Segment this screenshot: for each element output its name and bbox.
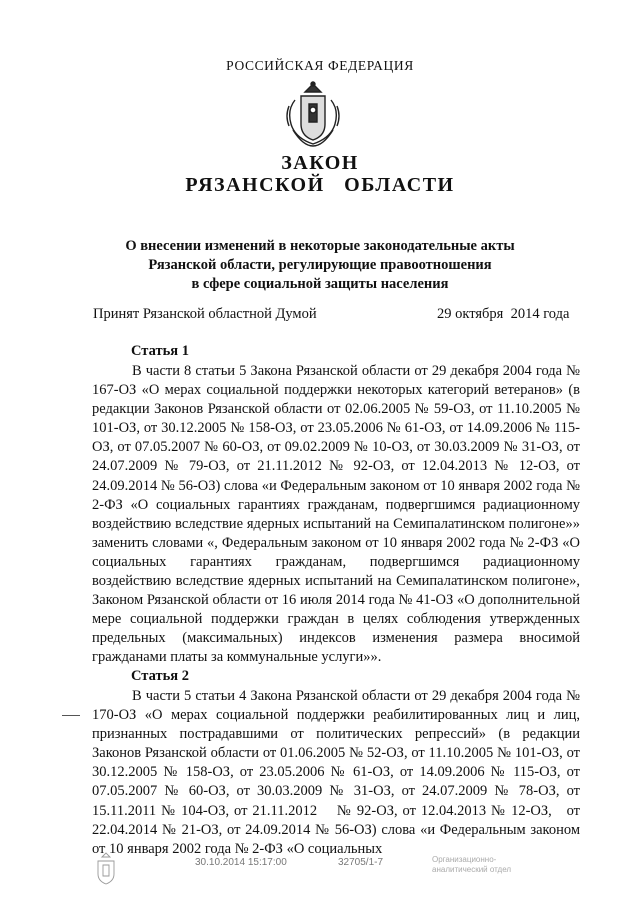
article-2-heading: Статья 2 xyxy=(131,668,189,684)
law-subtitle xyxy=(0,237,640,294)
subtitle-line-3: в сфере социальной защиты населения xyxy=(191,276,449,292)
coat-of-arms-emblem xyxy=(283,80,343,148)
org-line-2: аналитический отдел xyxy=(432,865,512,874)
article-1-heading: Статья 1 xyxy=(131,343,189,359)
stamp-emblem-icon xyxy=(93,852,119,886)
law-region: РЯЗАНСКОЙ ОБЛАСТИ xyxy=(185,174,455,196)
footer-doc-number: 32705/1-7 xyxy=(338,857,384,868)
subtitle-line-1: О внесении изменений в некоторые законодательные акты xyxy=(125,238,515,254)
org-line-1: Организационно- xyxy=(432,855,497,864)
article-2-paragraph: В части 5 статьи 4 Закона Рязанской области от 29 декабря 2004 года № 170-ОЗ «О мерах социальной поддержки реабилитированных лиц и лиц, признанных пострадавшими от политических репрессий» (в редакции Законов Рязанской области от 01.06.2005 № 52-ОЗ, от 11.10.2005 № 101-ОЗ, от 30.12.2005 № 158-ОЗ, от 23.05.2006 № 61-ОЗ, от 14.09.2006 № 115-ОЗ, от 07.05.2007 № 60-ОЗ, от 30.03.2009 № 31-ОЗ, от 24.07.2009 № 78-ОЗ, от 15.11.2011 № 104-ОЗ, от 21.11.2012 № 92-ОЗ, от 12.04.2013 № 12-ОЗ, от 22.04.2014 № 21-ОЗ, от 24.09.2014 № 56-ОЗ) слова «и Федеральным законом от 10 января 2002 года № 2-ФЗ «О социальных xyxy=(92,688,591,857)
adoption-body: Принят Рязанской областной Думой xyxy=(93,306,317,322)
footer-org-stamp xyxy=(432,855,511,875)
adoption-date: 29 октября 2014 года xyxy=(437,306,570,322)
country-heading: РОССИЙСКАЯ ФЕДЕРАЦИЯ xyxy=(226,58,414,73)
subtitle-line-2: Рязанской области, регулирующие правоотношения xyxy=(148,257,492,273)
footer-timestamp: 30.10.2014 15:17:00 xyxy=(195,857,287,868)
article-2-text xyxy=(92,687,591,859)
margin-mark xyxy=(62,715,80,716)
law-title-word: ЗАКОН xyxy=(281,152,359,174)
article-1-paragraph: В части 8 статьи 5 Закона Рязанской области от 29 декабря 2004 года № 167-ОЗ «О мерах социальной поддержки некоторых категорий ветеранов» (в редакции Законов Рязанской области от 02.06.2005 № 59-ОЗ, от 11.10.2005 № 101-ОЗ, от 30.12.2005 № 158-ОЗ, от 23.05.2006 № 61-ОЗ, от 14.09.2006 № 115-ОЗ, от 07.05.2007 № 60-ОЗ, от 09.02.2009 № 10-ОЗ, от 30.03.2009 № 31-ОЗ, от 24.07.2009 № 79-ОЗ, от 21.11.2012 № 92-ОЗ, от 12.04.2013 № 12-ОЗ, от 24.09.2014 № 56-ОЗ) слова «и Федеральным законом от 10 января 2002 года № 2-ФЗ «О социальных гарантиях гражданам, подвергшимся радиационному воздействию вследствие ядерных испытаний на Семипалатинском полигоне»» заменить словами «, Федеральным законом от 10 января 2002 года № 2-ФЗ «О социальных гарантиях гражданам, подвергшимся радиационному воздействию вследствие ядерных испытаний на Семипалатинском полигоне», Законом Рязанской области от 16 июля 2014 года № 41-ОЗ «О дополнительной мере социальной поддержки граждан в целях соблюдения утвержденных предельных (максимальных) индексов изменения размера вносимой гражданами платы за коммунальные услуги»». xyxy=(92,363,580,666)
article-1-text xyxy=(92,362,580,668)
law-title xyxy=(0,152,640,196)
